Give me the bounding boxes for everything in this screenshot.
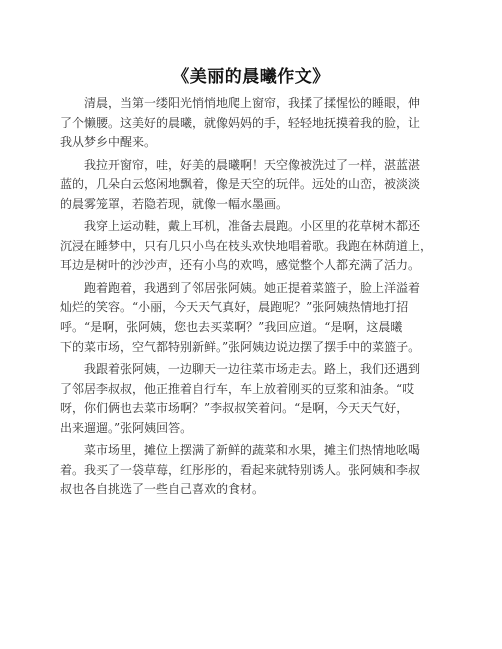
paragraph-line: 菜市场里，摊位上摆满了新鲜的蔬菜和水果，摊主们热情地吆喝 [84, 443, 421, 458]
paragraph-line: 我拉开窗帘，哇，好美的晨曦啊！天空像被洗过了一样，湛蓝湛 [84, 157, 421, 172]
paragraph-1 [60, 94, 442, 153]
paragraph-line: 了个懒腰。这美好的晨曦，就像妈妈的手，轻轻地抚摸着我的脸，让 [60, 115, 421, 130]
paragraph-line: 呀，你们俩也去菜市场啊？”李叔叔笑着问。“是啊，今天天气好， [60, 401, 409, 416]
paragraph-line: 出来遛遛。”张阿姨回答。 [60, 420, 193, 435]
paragraph-3 [60, 217, 442, 276]
document-title: 《美丽的晨曦作文》 [172, 67, 330, 87]
paragraph-line: 沉浸在睡梦中，只有几只小鸟在枝头欢快地唱着歌。我跑在林荫道上， [60, 238, 433, 253]
paragraph-line: 着。我买了一袋草莓，红彤彤的，看起来就特别诱人。张阿姨和李叔 [60, 462, 421, 477]
paragraph-5 [60, 360, 442, 438]
paragraph-line: 呼。“是啊，张阿姨，您也去买菜啊？”我回应道。“是啊，这晨曦 [60, 319, 403, 334]
document-body [60, 94, 442, 503]
paragraph-line: 我从梦乡中醒来。 [60, 135, 157, 150]
paragraph-6 [60, 441, 442, 500]
paragraph-line: 我穿上运动鞋，戴上耳机，准备去晨跑。小区里的花草树木都还 [84, 219, 421, 234]
paragraph-line: 耳边是树叶的沙沙声，还有小鸟的欢鸣，感觉整个人都充满了活力。 [60, 258, 421, 273]
paragraph-line: 了邻居李叔叔，他正推着自行车，车上放着刚买的豆浆和油条。“哎 [60, 381, 415, 396]
paragraph-line: 跑着跑着，我遇到了邻居张阿姨。她正提着菜篮子，脸上洋溢着 [84, 280, 421, 295]
paragraph-line: 叔也各自挑选了一些自己喜欢的食材。 [60, 482, 265, 497]
paragraph-line: 清晨，当第一缕阳光悄悄地爬上窗帘，我揉了揉惺忪的睡眼，伸 [84, 96, 421, 110]
paragraph-4 [60, 279, 442, 357]
paragraph-line: 下的菜市场，空气都特别新鲜。”张阿姨边说边摆了摆手中的菜篮子。 [60, 339, 421, 354]
paragraph-line: 我跟着张阿姨，一边聊天一边往菜市场走去。路上，我们还遇到 [84, 361, 421, 376]
paragraph-2 [60, 156, 442, 215]
paragraph-line: 灿烂的笑容。“小丽，今天天气真好，晨跑呢？”张阿姨热情地打招 [60, 300, 409, 315]
paragraph-line: 的晨雾笼罩，若隐若现，就像一幅水墨画。 [60, 196, 289, 211]
paragraph-line: 蓝的，几朵白云悠闲地飘着，像是天空的玩伴。远处的山峦，被淡淡 [60, 177, 421, 192]
